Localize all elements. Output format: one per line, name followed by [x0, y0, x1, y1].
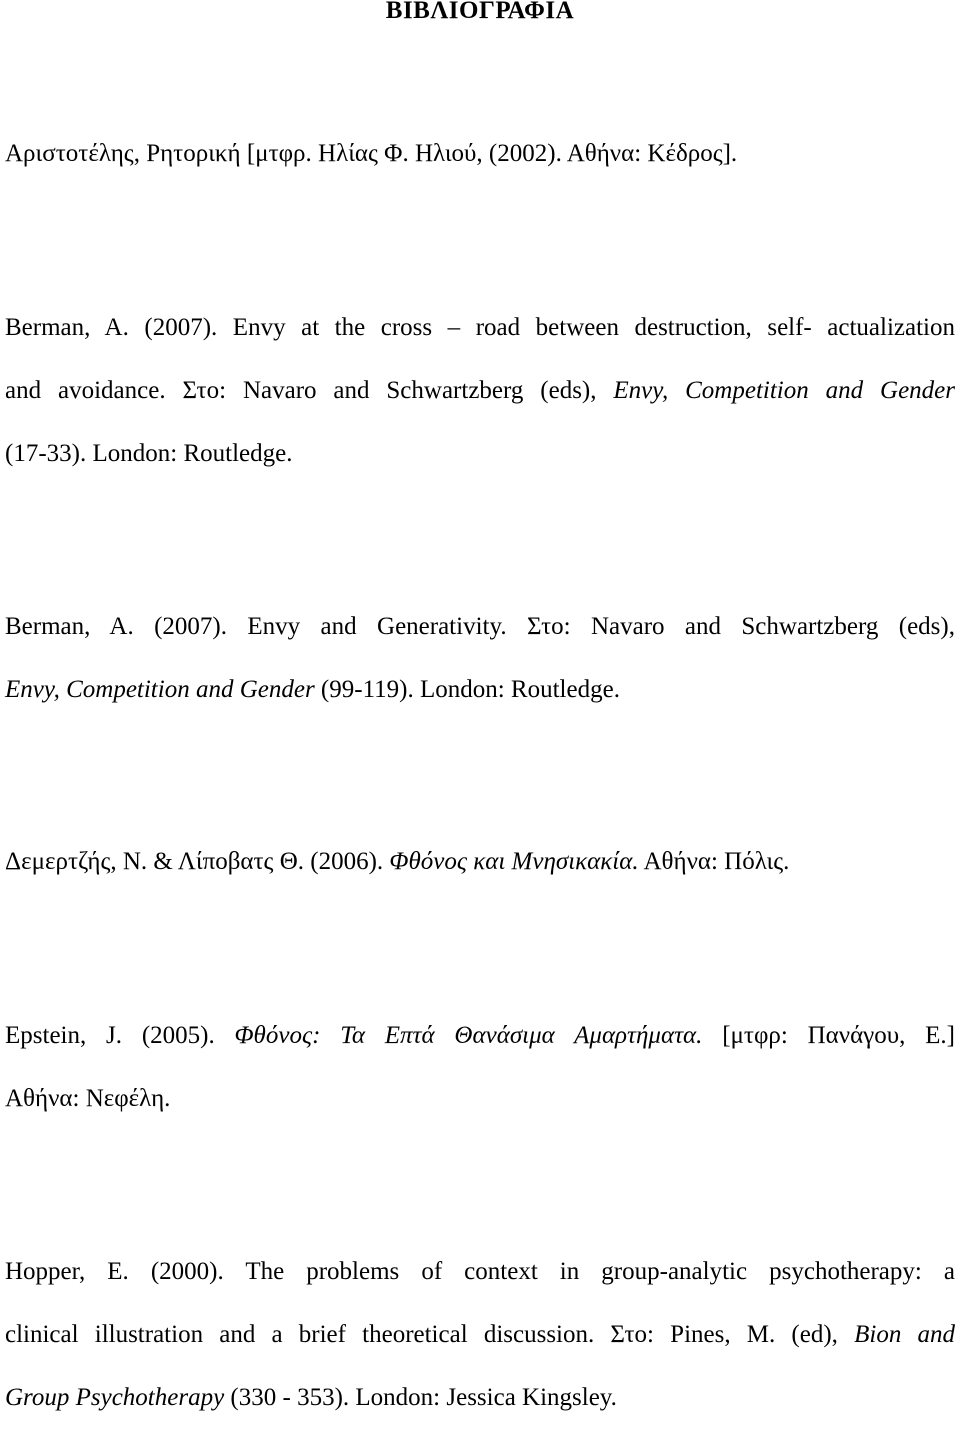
reference-line	[5, 595, 955, 658]
reference-text: Αριστοτέλης, Ρητορική [μτφρ. Ηλίας Φ. Ηλιού, (2002). Αθήνα: Κέδρος].	[5, 140, 738, 167]
reference-entry	[5, 830, 955, 893]
reference-text: Δεμερτζής, Ν. & Λίποβατς Θ. (2006).	[5, 848, 390, 875]
reference-text: Epstein, J. (2005).	[5, 1022, 235, 1049]
reference-line	[5, 1303, 955, 1366]
reference-line	[5, 658, 955, 721]
reference-text: Αθήνα: Νεφέλη.	[5, 1085, 171, 1112]
reference-text: and avoidance. Στο: Navaro and Schwartzberg (eds),	[5, 377, 614, 404]
reference-line	[5, 830, 955, 893]
reference-text: Berman, A. (2007). Envy and Generativity. Στο: Navaro and Schwartzberg (eds),	[5, 613, 955, 640]
reference-entry	[5, 595, 955, 721]
reference-title-italic: Φθόνος: Τα Επτά Θανάσιμα Αμαρτήματα.	[234, 1022, 703, 1049]
reference-title-italic: Φθόνος και Μνησικακία.	[389, 848, 639, 875]
reference-entry	[5, 296, 955, 485]
reference-title-italic: Envy, Competition and Gender	[613, 377, 956, 404]
reference-entry	[5, 1004, 955, 1130]
reference-line	[5, 359, 955, 422]
reference-line	[5, 122, 955, 185]
reference-line	[5, 1004, 955, 1067]
reference-entry	[5, 1240, 955, 1429]
reference-text: Hopper, E. (2000). The problems of context in group-analytic psychotherapy: a	[5, 1258, 955, 1285]
reference-entry	[5, 122, 955, 185]
reference-text: Berman, A. (2007). Envy at the cross – road between destruction, self- actualization	[5, 314, 955, 341]
reference-text: (99-119). London: Routledge.	[314, 676, 620, 703]
page-title: ΒΙΒΛΙΟΓΡΑΦΙΑ	[385, 0, 575, 24]
reference-line	[5, 1240, 955, 1303]
reference-line	[5, 1366, 955, 1429]
reference-text: (17-33). London: Routledge.	[5, 440, 293, 467]
reference-title-italic: Bion and	[854, 1321, 955, 1348]
reference-line	[5, 1067, 955, 1130]
reference-line	[5, 296, 955, 359]
reference-line	[5, 422, 955, 485]
reference-title-italic: Envy, Competition and Gender	[5, 676, 315, 703]
reference-text: (330 - 353). London: Jessica Kingsley.	[224, 1384, 617, 1411]
reference-text: clinical illustration and a brief theoretical discussion. Στο: Pines, M. (ed),	[5, 1321, 855, 1348]
reference-text: Αθήνα: Πόλις.	[638, 848, 790, 875]
reference-title-italic: Group Psychotherapy	[5, 1384, 225, 1411]
reference-text: [μτφρ: Πανάγου, Ε.]	[702, 1022, 956, 1049]
